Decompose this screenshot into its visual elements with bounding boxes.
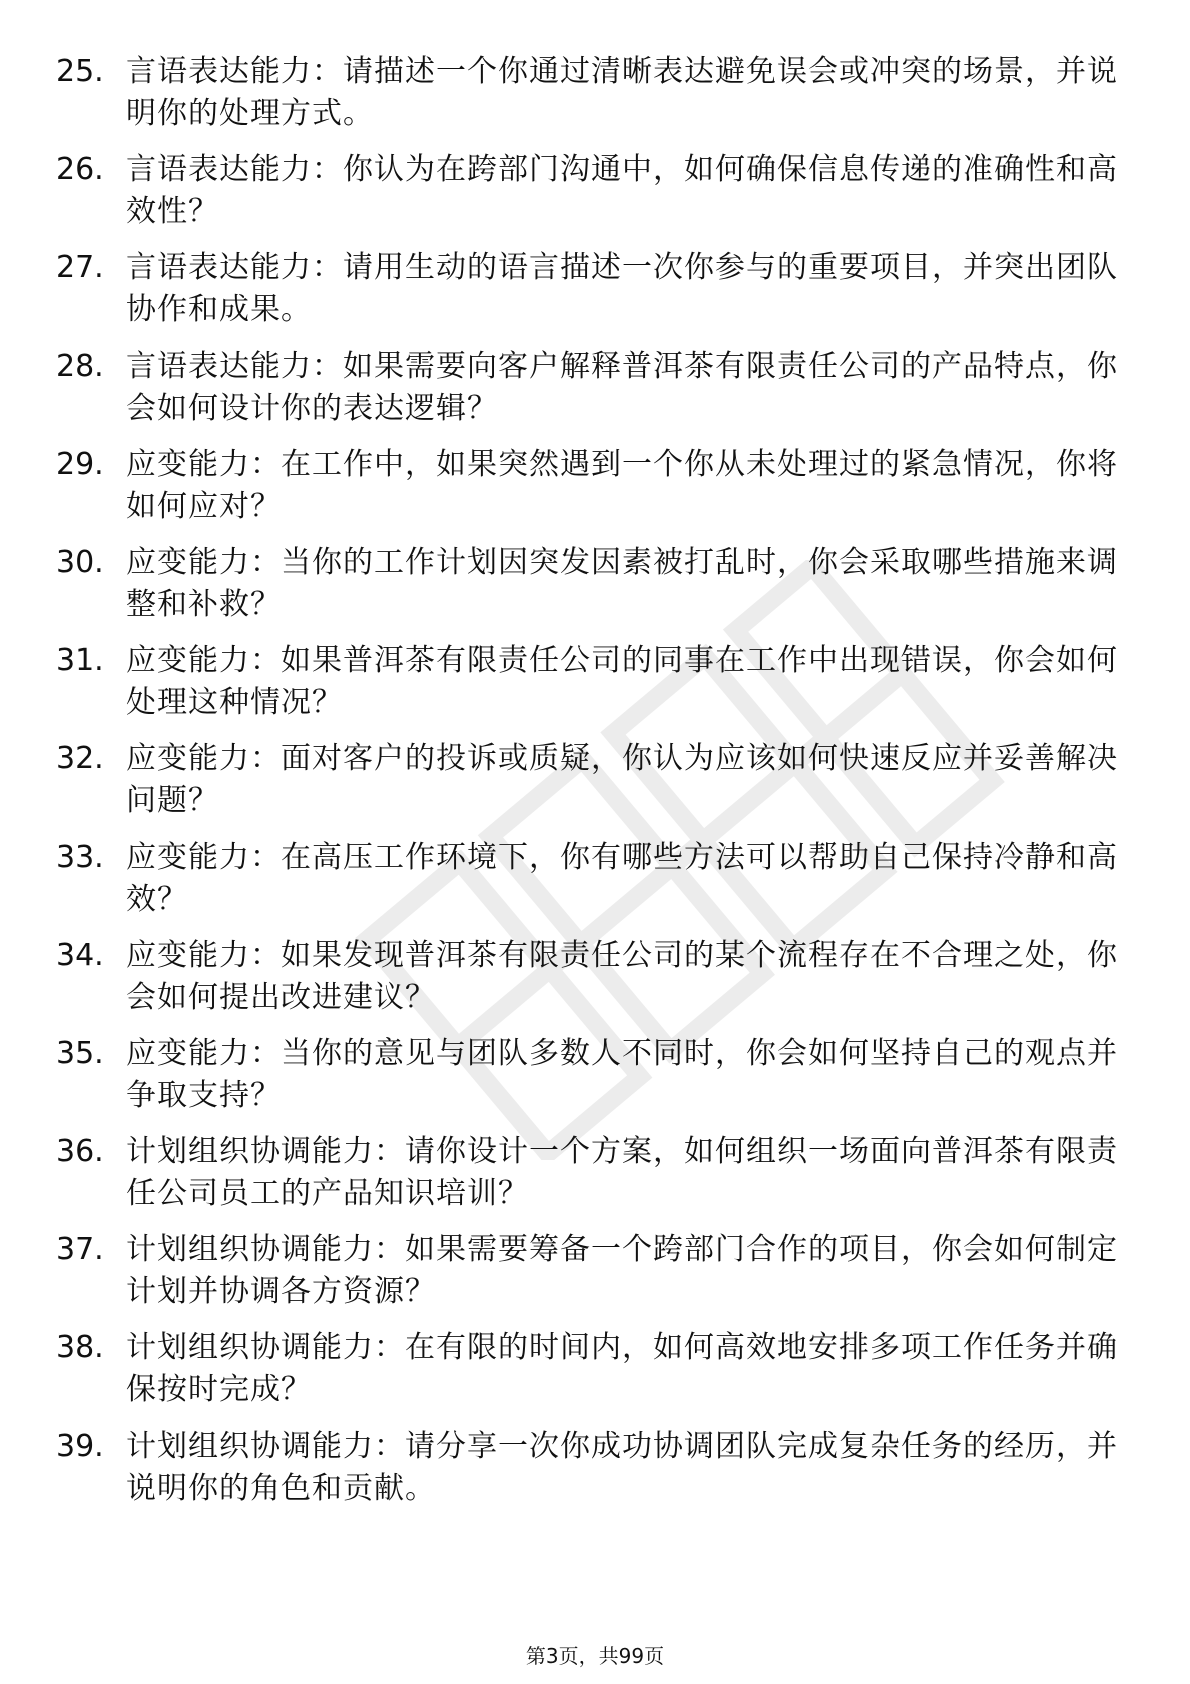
question-number: 30. [56, 544, 104, 580]
question-number: 29. [56, 446, 104, 482]
question-number: 28. [56, 348, 104, 384]
question-text: 应变能力：如果发现普洱茶有限责任公司的某个流程存在不合理之处，你会如何提出改进建议？ [126, 937, 1118, 1015]
question-text: 应变能力：当你的工作计划因突发因素被打乱时，你会采取哪些措施来调整和补救？ [126, 544, 1118, 622]
question-text: 言语表达能力：你认为在跨部门沟通中，如何确保信息传递的准确性和高效性？ [126, 152, 1118, 230]
question-text: 计划组织协调能力：请你设计一个方案，如何组织一场面向普洱茶有限责任公司员工的产品知识培训？ [126, 1134, 1118, 1212]
question-item [56, 149, 1136, 247]
question-text: 应变能力：在工作中，如果突然遇到一个你从未处理过的紧急情况，你将如何应对？ [126, 446, 1118, 524]
question-number: 38. [56, 1330, 104, 1366]
question-item [56, 1229, 1136, 1327]
question-item [56, 247, 1136, 345]
page-number-label: 第3页，共99页 [525, 1644, 665, 1668]
question-item [56, 51, 1136, 149]
question-list [56, 51, 1136, 1524]
question-text: 言语表达能力：请描述一个你通过清晰表达避免误会或冲突的场景，并说明你的处理方式。 [126, 54, 1118, 131]
question-text: 应变能力：如果普洱茶有限责任公司的同事在工作中出现错误，你会如何处理这种情况？ [126, 643, 1118, 721]
question-text: 计划组织协调能力：在有限的时间内，如何高效地安排多项工作任务并确保按时完成？ [126, 1330, 1118, 1408]
question-number: 25. [56, 54, 104, 89]
question-item [56, 1033, 1136, 1131]
question-text: 言语表达能力：请用生动的语言描述一次你参与的重要项目，并突出团队协作和成果。 [126, 250, 1118, 328]
question-item [56, 837, 1136, 935]
page-footer [0, 1640, 1190, 1669]
question-number: 32. [56, 741, 104, 777]
question-text: 计划组织协调能力：请分享一次你成功协调团队完成复杂任务的经历，并说明你的角色和贡献。 [126, 1428, 1118, 1506]
question-item [56, 444, 1136, 542]
question-item [56, 1426, 1136, 1524]
question-item [56, 738, 1136, 836]
question-item [56, 346, 1136, 444]
question-item [56, 542, 1136, 640]
question-item [56, 1131, 1136, 1229]
question-number: 34. [56, 937, 104, 973]
question-item [56, 935, 1136, 1033]
question-text: 应变能力：面对客户的投诉或质疑，你认为应该如何快速反应并妥善解决问题？ [126, 741, 1118, 819]
question-number: 35. [56, 1035, 104, 1071]
question-number: 36. [56, 1134, 104, 1170]
question-text: 计划组织协调能力：如果需要筹备一个跨部门合作的项目，你会如何制定计划并协调各方资源？ [126, 1232, 1118, 1310]
question-number: 39. [56, 1428, 104, 1464]
question-text: 应变能力：当你的意见与团队多数人不同时，你会如何坚持自己的观点并争取支持？ [126, 1035, 1118, 1113]
question-number: 31. [56, 643, 104, 679]
question-number: 27. [56, 250, 104, 286]
question-number: 26. [56, 152, 104, 188]
question-text: 言语表达能力：如果需要向客户解释普洱茶有限责任公司的产品特点，你会如何设计你的表达逻辑？ [126, 348, 1118, 426]
question-text: 应变能力：在高压工作环境下，你有哪些方法可以帮助自己保持冷静和高效？ [126, 839, 1118, 917]
question-number: 37. [56, 1232, 104, 1268]
question-item [56, 640, 1136, 738]
question-item [56, 1327, 1136, 1425]
question-number: 33. [56, 839, 104, 875]
